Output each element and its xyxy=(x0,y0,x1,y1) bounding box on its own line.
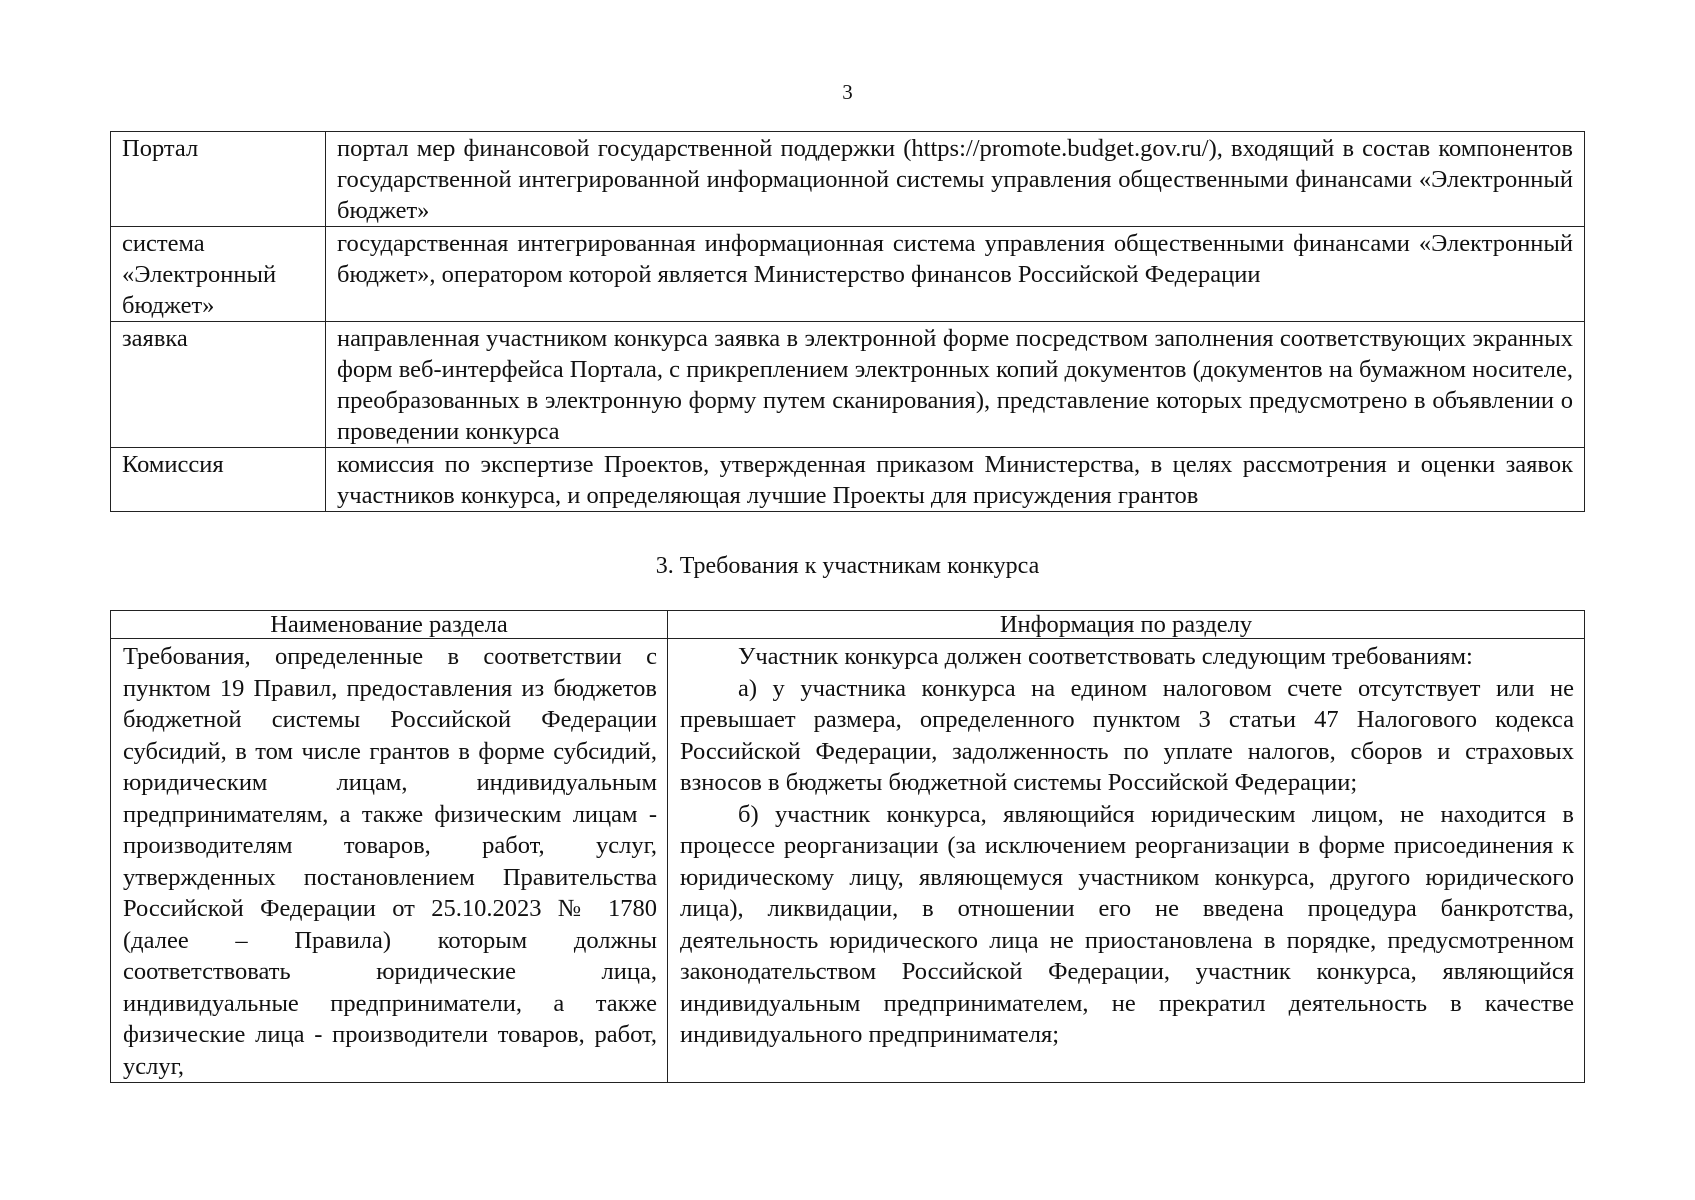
definition-term: система «Электронный бюджет» xyxy=(111,227,326,322)
requirements-table xyxy=(110,610,1585,1083)
section-title: 3. Требования к участникам конкурса xyxy=(655,553,1040,579)
definition-text: портал мер финансовой государственной поддержки (https://promote.budget.gov.ru/), входящий в состав компонентов государственной интегрированной информационной системы управления общественными финансами «Электронный бюджет» xyxy=(326,132,1585,227)
page-number: 3 xyxy=(842,80,853,104)
table-header-row xyxy=(111,611,1585,639)
definition-term: Портал xyxy=(111,132,326,227)
definition-row xyxy=(111,322,1585,448)
definition-text: государственная интегрированная информационная система управления общественными финансами «Электронный бюджет», оператором которой является Министерство финансов Российской Федерации xyxy=(326,227,1585,322)
info-paragraph: б) участник конкурса, являющийся юридическим лицом, не находится в процессе реорганизации (за исключением реорганизации в форме присоединения к юридическому лицу, являющемуся участником конкурса, другого юридического лица), ликвидации, в отношении его не введена процедура банкротства, деятельность юридического лица не приостановлена в порядке, предусмотренном законодательством Российской Федерации, участник конкурса, являющийся индивидуальным предпринимателем, не прекратил деятельность в качестве индивидуального предпринимателя; xyxy=(680,800,1574,1048)
definition-row xyxy=(111,132,1585,227)
info-paragraph: а) у участника конкурса на едином налоговом счете отсутствует или не превышает размера, определенного пунктом 3 статьи 47 Налогового кодекса Российской Федерации, задолженность по уплате налогов, сборов и страховых взносов в бюджеты бюджетной системы Российской Федерации; xyxy=(680,674,1574,796)
definition-term: заявка xyxy=(111,322,326,448)
section-info-cell xyxy=(668,639,1585,1083)
definitions-table xyxy=(110,131,1585,512)
column-header-section: Наименование раздела xyxy=(111,611,668,639)
definition-row xyxy=(111,448,1585,512)
info-paragraph: Участник конкурса должен соответствовать следующим требованиям: xyxy=(738,643,1473,670)
definition-term: Комиссия xyxy=(111,448,326,512)
section-name-cell: Требования, определенные в соответствии с пунктом 19 Правил, предоставления из бюджетов бюджетной системы Российской Федерации субсидий, в том числе грантов в форме субсидий, юридическим лицам, индивидуальным предпринимателям, а также физическим лицам - производителям товаров, работ, услуг, утвержденных постановлением Правительства Российской Федерации от 25.10.2023 № 1780 (далее – Правила) которым должны соответствовать юридические лица, индивидуальные предприниматели, а также физические лица - производители товаров, работ, услуг, xyxy=(111,639,668,1083)
definition-text: комиссия по экспертизе Проектов, утвержденная приказом Министерства, в целях рассмотрения и оценки заявок участников конкурса, и определяющая лучшие Проекты для присуждения грантов xyxy=(326,448,1585,512)
table-row xyxy=(111,639,1585,1083)
definition-row xyxy=(111,227,1585,322)
column-header-info: Информация по разделу xyxy=(668,611,1585,639)
definition-text: направленная участником конкурса заявка в электронной форме посредством заполнения соответствующих экранных форм веб-интерфейса Портала, с прикреплением электронных копий документов (документов на бумажном носителе, преобразованных в электронную форму путем сканирования), представление которых предусмотрено в объявлении о проведении конкурса xyxy=(326,322,1585,448)
